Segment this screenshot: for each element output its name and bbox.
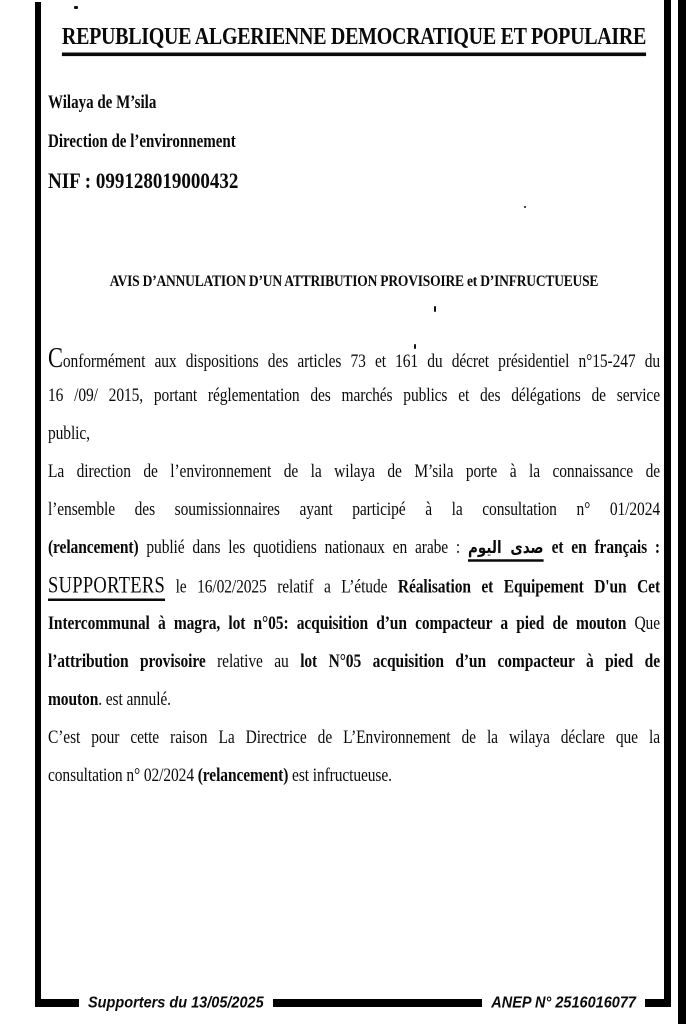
- text-segment: SUPPORTERS: [48, 573, 166, 599]
- issuer-wilaya: Wilaya de M’sila: [48, 92, 157, 113]
- text-segment: l’ensemble des soumissionnaires ayant participé à la consultation n° 01/2024: [48, 498, 660, 520]
- text-segment: . est annulé.: [98, 688, 171, 710]
- text-segment: (relancement): [197, 764, 289, 786]
- issuer-block: [48, 92, 660, 194]
- footer-rule-middle: [273, 999, 483, 1007]
- footer-publication-date: Supporters du 13/05/2025: [88, 994, 264, 1012]
- issuer-direction: Direction de l’environnement: [48, 131, 236, 152]
- notice-title: AVIS D’ANNULATION D’UN ATTRIBUTION PROVISOIRE et D’INFRUCTUEUSE: [109, 271, 599, 290]
- footer-rule-left: [35, 999, 79, 1007]
- text-segment: public,: [48, 422, 90, 444]
- text-segment: mouton: [48, 688, 99, 710]
- notice-content: [48, 0, 660, 795]
- footer-rule-right: [645, 999, 671, 1007]
- arabic-newspaper-name: صدى اليوم: [468, 538, 544, 558]
- text-segment: le 16/02/2025 relatif a L’étude: [165, 576, 398, 598]
- footer-strip: [35, 995, 671, 1011]
- text-segment: La direction de l’environnement de la wilaya de M’sila porte à la connaissance de: [48, 460, 660, 482]
- page-border-left: [35, 2, 41, 1006]
- issuer-nif: NIF : 099128019000432: [48, 169, 239, 194]
- notice-body: [48, 339, 660, 795]
- text-segment: C’est pour cette raison La Directrice de L’Environnement de la wilaya déclare que la: [48, 726, 660, 748]
- body-line: [48, 752, 660, 800]
- text-segment: publié dans les quotidiens nationaux en arabe :: [138, 536, 468, 558]
- text-segment: et en français :: [543, 536, 660, 558]
- text-segment: consultation n° 02/2024: [48, 764, 198, 786]
- text-segment: lot N°05 acquisition d’un compacteur à pied de: [300, 650, 660, 672]
- text-segment: l’attribution provisoire: [48, 650, 206, 672]
- text-segment: (relancement): [48, 536, 139, 558]
- republic-heading: REPUBLIQUE ALGERIENNE DEMOCRATIQUE ET POPULAIRE: [61, 23, 647, 51]
- page-border-right-outer: [678, 0, 686, 1024]
- footer-anep-number: ANEP N° 2516016077: [491, 994, 636, 1012]
- text-segment: Que: [626, 612, 660, 634]
- text-segment: est infructueuse.: [288, 764, 392, 786]
- page-border-right-inner: [664, 0, 671, 1004]
- text-segment: Réalisation et Equipement D'un Cet: [397, 576, 661, 598]
- text-segment: Conformément aux dispositions des articles 73 et 161 du décret présidentiel n°15-247 du: [48, 341, 660, 373]
- text-segment: relative au: [205, 650, 301, 672]
- text-segment: Intercommunal à magra, lot n°05: acquisition d’un compacteur a pied de mouton: [48, 612, 627, 634]
- text-segment: 16 /09/ 2015, portant réglementation des marchés publics et des délégations de service: [48, 384, 660, 406]
